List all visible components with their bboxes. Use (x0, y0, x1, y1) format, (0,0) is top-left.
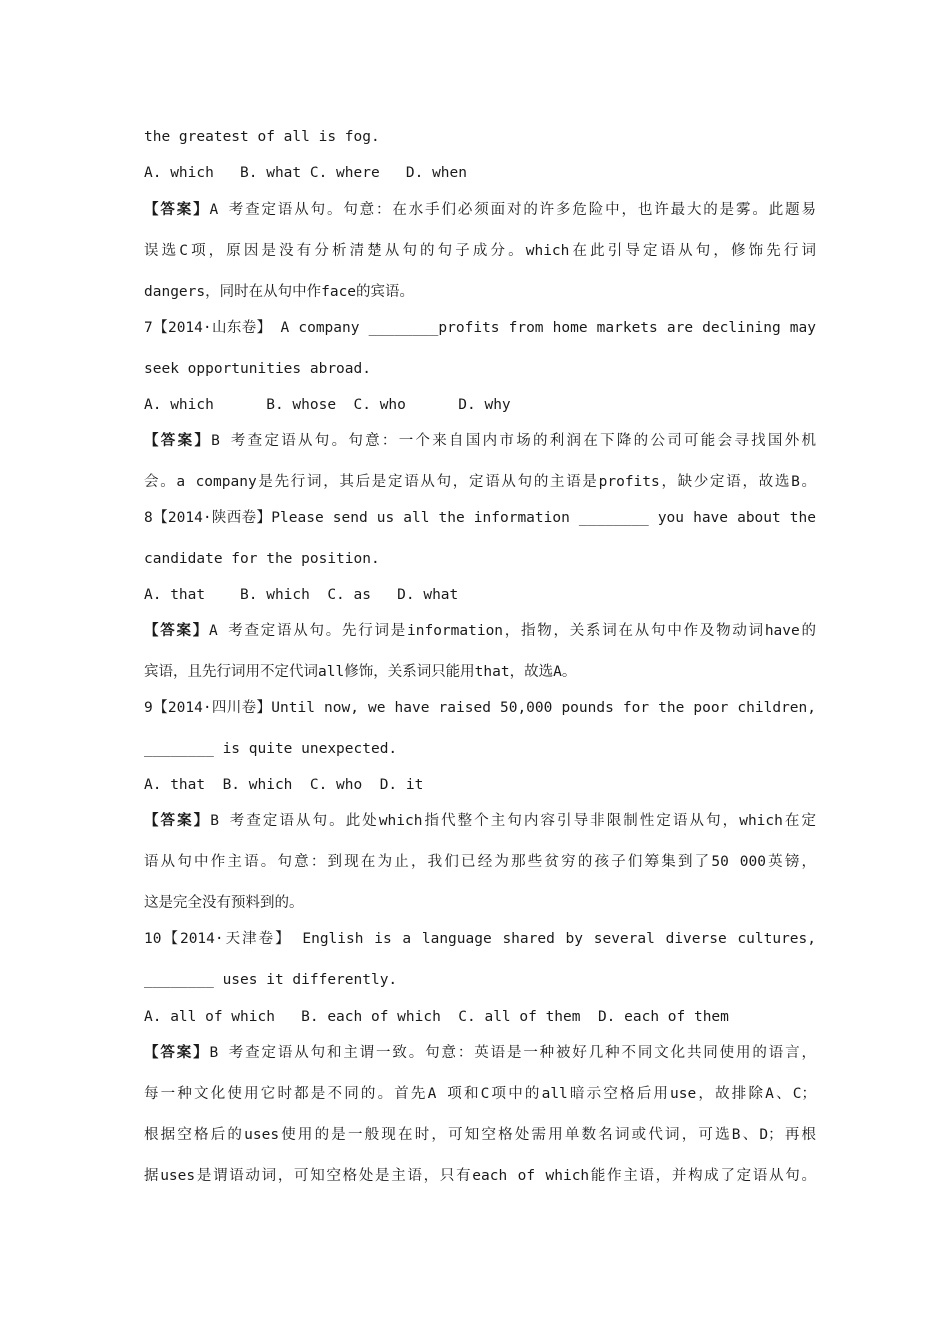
q6-answer-line-3: dangers，同时在从句中作face的宾语。 (144, 284, 415, 300)
q7-answer-line-1 (144, 431, 816, 451)
q9-stem-line-1: 9【2014·四川卷】Until now, we have raised 50,000 pounds for the poor children, (144, 700, 816, 716)
answer-label: 【答案】 (144, 813, 211, 829)
q7-stem-line-1: 7【2014·山东卷】 A company ________profits from home markets are declining may (144, 320, 816, 336)
q8-stem-line-2: candidate for the position. (144, 551, 380, 567)
q10-options: A. all of which B. each of which C. all of them D. each of them (144, 1009, 729, 1025)
q10-stem-line-1: 10【2014·天津卷】 English is a language shared by several diverse cultures, (144, 931, 816, 947)
q10-stem-line-2: ________ uses it differently. (144, 972, 398, 988)
q10-answer-line-1 (144, 1043, 816, 1063)
q7-answer-line-2: 会。a company是先行词，其后是定语从句，定语从句的主语是profits，缺少定语，故选B。 (144, 474, 816, 490)
q10-answer-line-4: 据uses是谓语动词，可知空格处是主语，只有each of which能作主语，并构成了定语从句。 (144, 1168, 816, 1184)
q9-answer-line-3: 这是完全没有预料到的。 (144, 895, 304, 911)
q10-answer-line-3: 根据空格后的uses使用的是一般现在时，可知空格处需用单数名词或代词，可选B、D；再根 (144, 1127, 816, 1143)
q6-answer-line-1 (144, 200, 816, 220)
q8-options: A. that B. which C. as D. what (144, 587, 459, 603)
answer-label: 【答案】 (144, 623, 210, 639)
q9-stem-line-2: ________ is quite unexpected. (144, 741, 398, 757)
q8-answer-line-2: 宾语，且先行词用不定代词all修饰，关系词只能用that，故选A。 (144, 664, 577, 680)
q8-answer-line-1 (144, 621, 816, 641)
q8-answer-text-1: A 考查定语从句。先行词是information，指物，关系词在从句中作及物动词have的 (209, 623, 817, 639)
q9-options: A. that B. which C. who D. it (144, 777, 424, 793)
q6-options: A. which B. what C. where D. when (144, 165, 468, 181)
q7-options: A. which B. whose C. who D. why (144, 397, 511, 413)
answer-label: 【答案】 (144, 202, 210, 218)
answer-label: 【答案】 (144, 433, 212, 449)
q9-answer-text-1: B 考查定语从句。此处which指代整个主句内容引导非限制性定语从句，which在定 (210, 813, 816, 829)
q6-answer-text-1: A 考查定语从句。句意：在水手们必须面对的许多危险中，也许最大的是雾。此题易 (209, 202, 816, 218)
q10-answer-line-2: 每一种文化使用它时都是不同的。首先A 项和C项中的all暗示空格后用use，故排除A、C； (144, 1086, 816, 1102)
q9-answer-line-1 (144, 811, 816, 831)
q10-answer-text-1: B 考查定语从句和主谓一致。句意：英语是一种被好几种不同文化共同使用的语言， (209, 1045, 816, 1061)
q9-answer-line-2: 语从句中作主语。句意：到现在为止，我们已经为那些贫穷的孩子们筹集到了50 000英镑， (144, 854, 816, 870)
q6-stem-tail: the greatest of all is fog. (144, 129, 380, 145)
q7-stem-line-2: seek opportunities abroad. (144, 361, 371, 377)
q7-answer-text-1: B 考查定语从句。句意：一个来自国内市场的利润在下降的公司可能会寻找国外机 (211, 433, 816, 449)
answer-label: 【答案】 (144, 1045, 210, 1061)
q6-answer-line-2: 误选C项，原因是没有分析清楚从句的句子成分。which在此引导定语从句，修饰先行词 (144, 243, 816, 259)
q8-stem-line-1: 8【2014·陕西卷】Please send us all the information ________ you have about the (144, 510, 816, 526)
